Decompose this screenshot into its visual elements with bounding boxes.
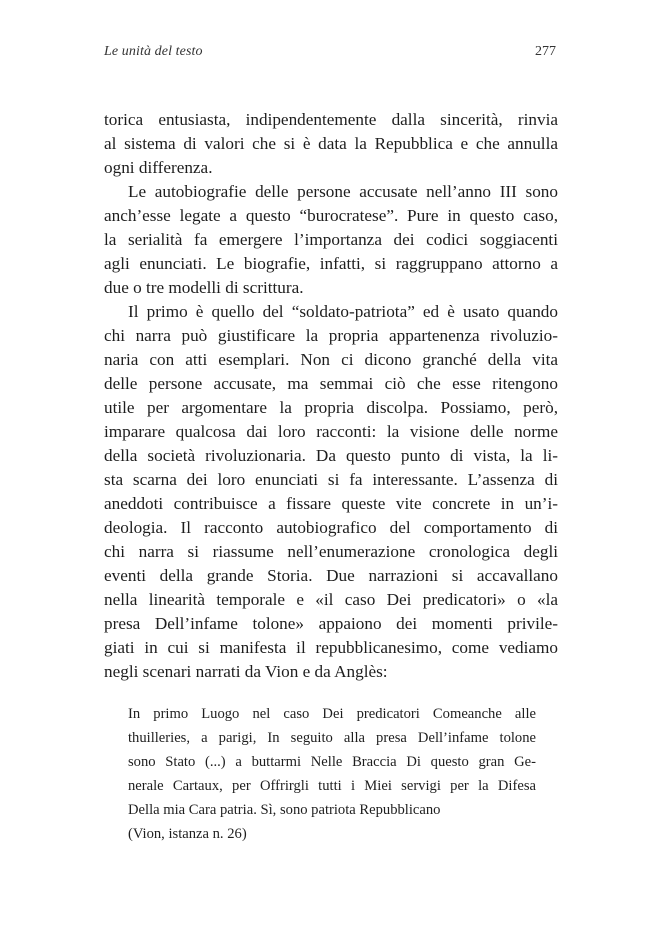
quote-line: Della mia Cara patria. Sì, sono patriota Repubblicano — [128, 802, 441, 818]
text-line: imparare qualcosa dai loro racconti: la visione delle norme — [104, 422, 558, 441]
text-line: anch’esse legate a questo “burocratese”. Pure in questo caso, — [104, 206, 558, 225]
quote-line: sono Stato (...) a buttarmi Nelle Braccia Di questo gran Ge- — [128, 754, 536, 770]
block-quote — [128, 702, 536, 846]
text-line: chi narra può giustificare la propria appartenenza rivoluzio- — [104, 326, 558, 345]
text-line: chi narra si riassume nell’enumerazione cronologica degli — [104, 542, 558, 561]
text-line: nella linearità temporale e «il caso Dei predicatori» o «la — [104, 590, 558, 609]
quote-citation: (Vion, istanza n. 26) — [128, 826, 247, 842]
text-line: deologia. Il racconto autobiografico del comportamento di — [104, 518, 558, 537]
text-line: utile per argomentare la propria discolpa. Possiamo, però, — [104, 398, 558, 417]
text-line: la serialità fa emergere l’importanza dei codici soggiacenti — [104, 230, 558, 249]
text-line: ogni differenza. — [104, 158, 213, 177]
text-line: agli enunciati. Le biografie, infatti, si raggruppano attorno a — [104, 254, 558, 273]
text-line: presa Dell’infame tolone» appaiono dei momenti privile- — [104, 614, 558, 633]
page-number: 277 — [535, 44, 556, 59]
text-line: Il primo è quello del “soldato-patriota” ed è usato quando — [128, 302, 558, 321]
text-line: due o tre modelli di scrittura. — [104, 278, 304, 297]
text-line: aneddoti contribuisce a fissare queste vite concrete in un’i- — [104, 494, 558, 513]
text-line: eventi della grande Storia. Due narrazioni si accavallano — [104, 566, 558, 585]
text-line: negli scenari narrati da Vion e da Anglès: — [104, 662, 388, 681]
text-line: torica entusiasta, indipendentemente dalla sincerità, rinvia — [104, 110, 558, 129]
text-line: della società rivoluzionaria. Da questo punto di vista, la li- — [104, 446, 558, 465]
quote-line: thuilleries, a parigi, In seguito alla presa Dell’infame tolone — [128, 730, 536, 746]
text-line: giati in cui si manifesta il repubblicanesimo, come vediamo — [104, 638, 558, 657]
quote-line: In primo Luogo nel caso Dei predicatori Comeanche alle — [128, 706, 536, 722]
text-line: al sistema di valori che si è data la Repubblica e che annulla — [104, 134, 558, 153]
text-line: Le autobiografie delle persone accusate nell’anno III sono — [128, 182, 558, 201]
text-line: sta scarna dei loro enunciati si fa interessante. L’assenza di — [104, 470, 558, 489]
text-line: delle persone accusate, ma semmai ciò che esse ritengono — [104, 374, 558, 393]
running-head-title: Le unità del testo — [104, 44, 203, 59]
body-text — [104, 108, 558, 684]
text-line: naria con atti esemplari. Non ci dicono granché della vita — [104, 350, 558, 369]
quote-line: nerale Cartaux, per Offrirgli tutti i Miei servigi per la Difesa — [128, 778, 536, 794]
